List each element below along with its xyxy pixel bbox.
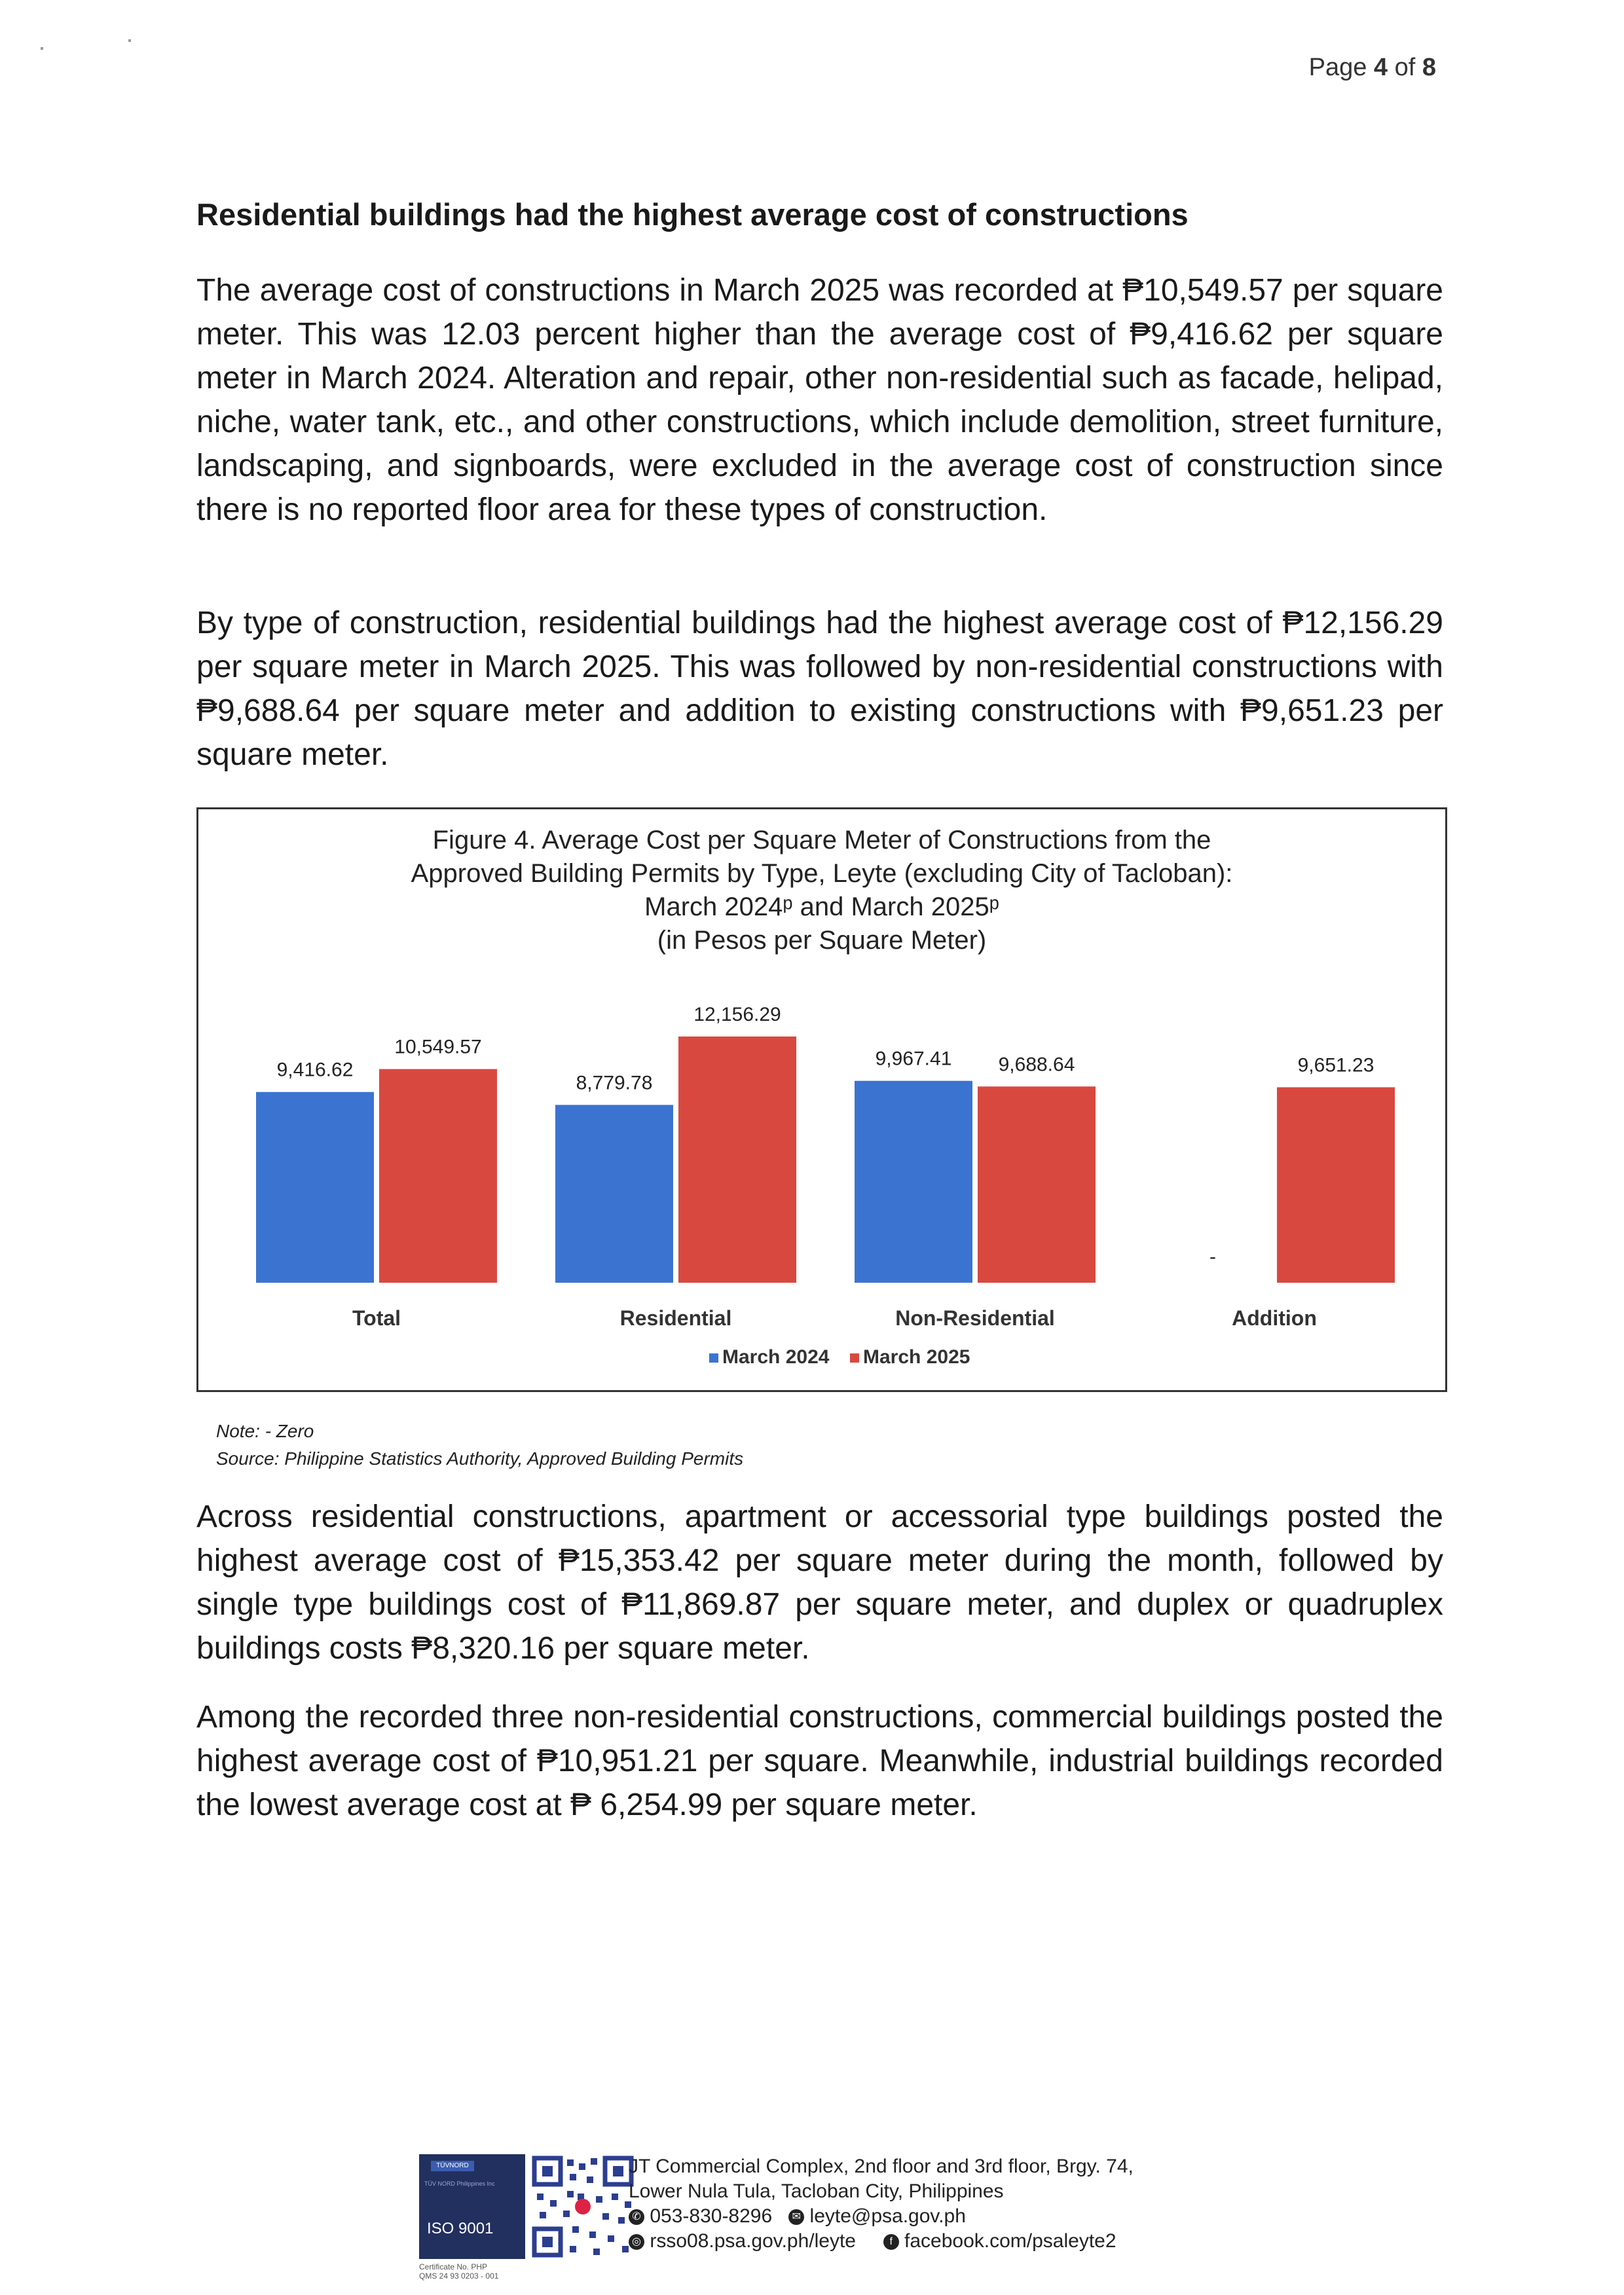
category-label: Residential [619, 1306, 732, 1330]
cert-line: QMS 24 93 0203 - 001 [419, 2271, 499, 2281]
section-heading: Residential buildings had the highest average cost of constructions [196, 197, 1189, 232]
email-icon: ✉ [788, 2209, 804, 2225]
category-label: Addition [1232, 1306, 1317, 1330]
data-label: 8,779.78 [576, 1072, 653, 1094]
data-label: - [1209, 1246, 1216, 1268]
email-link[interactable]: leyte@psa.gov.ph [809, 2205, 966, 2227]
address-line: Lower Nula Tula, Tacloban City, Philippines [629, 2180, 1004, 2202]
page-number-prefix: Page [1308, 54, 1374, 81]
data-label: 9,651.23 [1297, 1054, 1375, 1076]
category-label: Total [352, 1306, 401, 1330]
scan-speck [128, 39, 131, 42]
figure-title-line: March 2024ᵖ and March 2025ᵖ [644, 892, 999, 921]
phone-icon: ✆ [629, 2209, 644, 2225]
page-number-current: 4 [1373, 54, 1388, 81]
bar-march-2024 [555, 1105, 673, 1283]
paragraph-by-type: By type of construction, residential buildings had the highest average cost of ₱12,156.29 per square meter in March 2025. This was followed by non-residential constructions with ₱9,688.64 per square meter and addition to existing constructions with ₱9,651.23 per square meter. [196, 606, 1443, 772]
facebook-link[interactable]: facebook.com/psaleyte2 [904, 2230, 1116, 2252]
bar-march-2025 [678, 1037, 796, 1283]
figure-title-line: Figure 4. Average Cost per Square Meter of Constructions from the [432, 826, 1211, 854]
website-link[interactable]: rsso08.psa.gov.ph/leyte [650, 2230, 856, 2252]
contact-info [629, 2154, 1134, 2254]
bar-chart [198, 809, 1445, 1390]
legend-label: March 2025 [863, 1346, 970, 1368]
data-label: 12,156.29 [693, 1004, 781, 1025]
qr-code-icon [530, 2154, 635, 2259]
category-label: Non-Residential [895, 1306, 1055, 1330]
iso-label: ISO 9001 [427, 2220, 494, 2237]
iso-certification-logo [419, 2154, 525, 2259]
bar-march-2024 [855, 1081, 972, 1283]
iso-brand: TÜVNORD [431, 2161, 474, 2171]
legend-swatch [709, 1353, 718, 1363]
footer [419, 2154, 1231, 2292]
bar-march-2025 [379, 1069, 497, 1283]
data-label: 9,688.64 [998, 1054, 1075, 1076]
phone-number: 053-830-8296 [650, 2205, 773, 2227]
bar-march-2024 [256, 1092, 374, 1283]
figure-title-line: Approved Building Permits by Type, Leyte (excluding City of Tacloban): [411, 859, 1233, 888]
page-number-total: 8 [1422, 54, 1436, 81]
legend-swatch [850, 1353, 859, 1363]
figure-title-line: (in Pesos per Square Meter) [657, 926, 987, 955]
bar-march-2025 [1277, 1087, 1395, 1283]
iso-sub: TÜV NORD Philippines Inc [424, 2180, 495, 2187]
paragraph-non-residential: Among the recorded three non-residential constructions, commercial buildings posted the highest average cost of ₱10,951.21 per square. Meanwhile, industrial buildings recorded the lowest average cost at ₱ 6,254.99 per square meter. [196, 1700, 1443, 1822]
cert-line: Certificate No. PHP [419, 2262, 488, 2271]
page-number [1309, 54, 1436, 82]
page-number-sep: of [1388, 54, 1422, 81]
address-line: JT Commercial Complex, 2nd floor and 3rd floor, Brgy. 74, [629, 2156, 1134, 2177]
certificate-number [419, 2262, 537, 2281]
bar-march-2025 [978, 1086, 1096, 1283]
figure-box [196, 807, 1447, 1392]
legend-label: March 2024 [722, 1346, 830, 1368]
web-icon: ◎ [629, 2234, 644, 2250]
chart-source: Source: Philippine Statistics Authority, Approved Building Permits [216, 1448, 744, 1469]
data-label: 9,967.41 [875, 1048, 952, 1070]
data-label: 9,416.62 [276, 1059, 354, 1081]
paragraph-residential: Across residential constructions, apartment or accessorial type buildings posted the highest average cost of ₱15,353.42 per square meter during the month, followed by single type buildings cost of ₱11,869.87 per square meter, and duplex or quadruplex buildings costs ₱8,320.16 per square meter. [196, 1499, 1443, 1666]
scan-speck [41, 47, 43, 50]
chart-note: Note: - Zero [216, 1421, 314, 1441]
data-label: 10,549.57 [394, 1036, 482, 1058]
paragraph-average-cost: The average cost of constructions in March 2025 was recorded at ₱10,549.57 per square meter. This was 12.03 percent higher than the average cost of ₱9,416.62 per square meter in March 2024. Alteration and repair, other non-residential such as facade, helipad, niche, water tank, etc., and other constructions, which include demolition, street furniture, landscaping, and signboards, were excluded in the average cost of construction since there is no reported floor area for these types of construction. [196, 273, 1443, 527]
facebook-icon: f [883, 2234, 899, 2250]
